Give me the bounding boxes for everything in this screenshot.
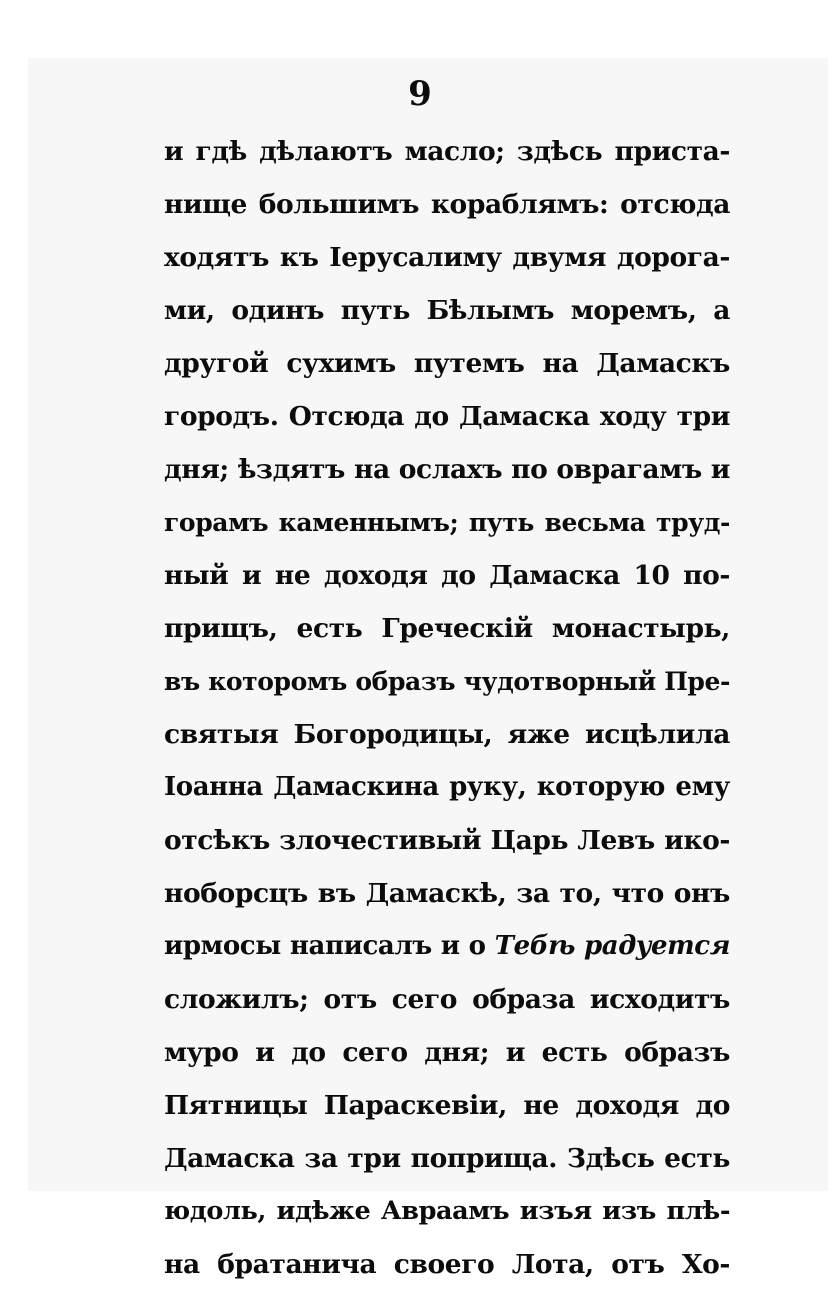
text-segment: на братанича своего Лота, отъ Хо- [164,1249,730,1280]
text-line [164,761,730,814]
italic-phrase: Тебѣ радуется [494,931,731,961]
text-segment: и гдѣ дѣлаютъ масло; здѣсь приста- [164,136,730,167]
text-line [164,125,730,178]
text-line [164,1238,730,1291]
text-line [164,867,730,920]
text-line [164,1185,730,1238]
text-segment: Іоанна Дамаскина руку, которую ему [164,772,730,802]
text-segment: другой сухимъ путемъ на Дамаскъ [164,348,730,379]
text-segment: ноборсцъ въ Дамаскѣ, за то, что онъ [164,878,730,909]
text-segment: отсѣкъ злочестивый Царь Левъ ико- [164,825,730,856]
text-segment: святыя Богородицы, яже исцѣлила [164,719,730,750]
text-segment: муро и до сего дня; и есть образъ [164,1037,730,1068]
text-segment: ходятъ къ Іерусалиму двумя дорога- [164,242,730,273]
text-line [164,814,730,867]
page-number: 9 [408,74,432,114]
text-segment: прищъ, есть Греческій монастырь, [164,613,730,644]
text-line [164,178,730,231]
text-line [164,708,730,761]
text-line [164,284,730,337]
text-line [164,655,730,708]
text-segment: сложилъ; отъ сего образа исходитъ [164,984,730,1015]
text-line [164,443,730,496]
text-line [164,973,730,1026]
body-text [164,125,730,1291]
text-line [164,920,730,973]
text-segment: ный и не доходя до Дамаска 10 по- [164,560,730,591]
text-segment: нище большимъ кораблямъ: отсюда [164,189,730,220]
text-segment: въ которомъ образъ чудотворный Пре- [164,667,730,696]
text-segment: Пятницы Параскевіи, не доходя до [164,1090,730,1121]
text-segment: горамъ каменнымъ; путь весьма труд- [164,508,730,537]
text-segment: Дамаска за три поприща. Здѣсь есть [164,1143,730,1174]
text-line [164,549,730,602]
text-line [164,602,730,655]
text-segment: ми, одинъ путь Бѣлымъ моремъ, а [164,295,730,326]
text-line [164,231,730,284]
text-segment: юдоль, идѣже Авраамъ изъя изъ плѣ- [164,1196,730,1226]
text-segment: дня; ѣздятъ на ослахъ по оврагамъ и [164,454,730,485]
text-line [164,1079,730,1132]
text-line [164,1026,730,1079]
text-line [164,390,730,443]
text-line [164,337,730,390]
text-segment: ирмосы написалъ и о [164,931,495,961]
text-line [164,1132,730,1185]
text-line [164,496,730,549]
text-segment: городъ. Отсюда до Дамаска ходу три [164,401,730,432]
